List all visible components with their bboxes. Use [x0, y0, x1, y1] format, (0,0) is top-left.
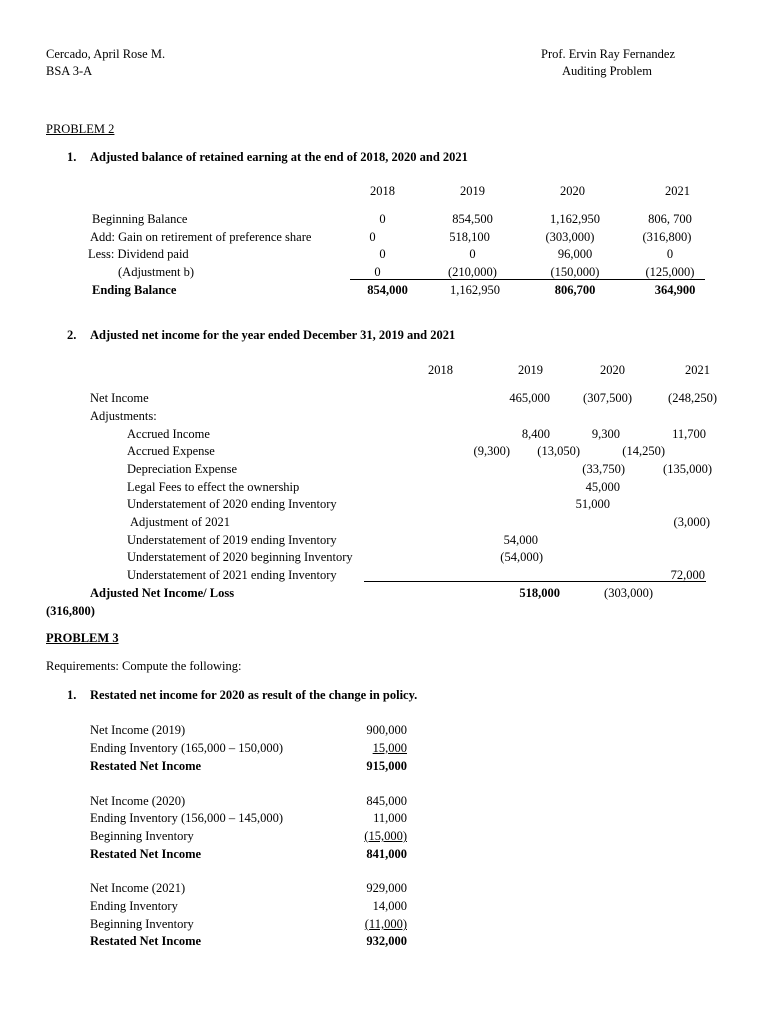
- p2-q1-number: 1.: [67, 150, 77, 164]
- total-rule: [350, 279, 705, 280]
- p2q2-cell: 54,000: [503, 533, 538, 547]
- p2q2-row-label: Depreciation Expense: [127, 462, 238, 476]
- p2q1-year-2020: 2020: [560, 184, 585, 198]
- p2q2-cell: (316,800): [46, 604, 95, 618]
- p2q1-row-label: Add: Gain on retirement of preference share: [90, 230, 312, 244]
- p2q1-cell: 854,500: [452, 212, 493, 226]
- p2q2-cell: (3,000): [673, 515, 710, 529]
- p2q1-cell: 0: [379, 212, 386, 226]
- p3-row-label: Beginning Inventory: [90, 917, 194, 931]
- p3-cell: (15,000): [364, 829, 407, 843]
- p2q2-cell: 465,000: [509, 391, 550, 405]
- p2q1-row-label: (Adjustment b): [118, 265, 195, 279]
- section: BSA 3-A: [46, 64, 93, 78]
- p2-q2-text: Adjusted net income for the year ended December 31, 2019 and 2021: [90, 328, 456, 342]
- p3-q1-number: 1.: [67, 688, 77, 702]
- p2q1-cell: (210,000): [448, 265, 497, 279]
- p2q2-cell: (135,000): [663, 462, 712, 476]
- p2q1-cell: 96,000: [557, 247, 593, 261]
- p2q1-cell: 854,000: [367, 283, 408, 297]
- p2q2-cell: 9,300: [591, 427, 620, 441]
- p2q1-cell: 1,162,950: [550, 212, 600, 226]
- p2q2-cell: 45,000: [585, 480, 620, 494]
- p3-row-label: Beginning Inventory: [90, 829, 194, 843]
- p2q1-cell: 0: [469, 247, 476, 261]
- p2q2-row-label: Understatement of 2020 ending Inventory: [127, 497, 337, 511]
- p3-cell: 15,000: [372, 741, 407, 755]
- p3-row-label: Ending Inventory (165,000 – 150,000): [90, 741, 284, 755]
- p2q2-cell: (54,000): [500, 550, 543, 564]
- problem2-title: PROBLEM 2: [46, 122, 115, 136]
- p3-cell: 841,000: [366, 847, 407, 861]
- professor-name: Prof. Ervin Ray Fernandez: [541, 47, 675, 61]
- p2q2-adjusted-label: Adjusted Net Income/ Loss: [90, 586, 235, 600]
- p2q2-cell: (13,050): [537, 444, 580, 458]
- p2q1-cell: 0: [379, 247, 386, 261]
- problem3-title: PROBLEM 3: [46, 631, 119, 645]
- p3-row-label: Restated Net Income: [90, 759, 202, 773]
- p3-cell: 915,000: [366, 759, 407, 773]
- p3-q1-text: Restated net income for 2020 as result of the change in policy.: [90, 688, 418, 702]
- p3-cell: 932,000: [366, 934, 407, 948]
- total-rule: [364, 581, 706, 582]
- p2q1-row-label: Less: Dividend paid: [88, 247, 189, 261]
- p3-row-label: Net Income (2020): [90, 794, 186, 808]
- p2q2-cell: 8,400: [521, 427, 550, 441]
- p2q1-cell: 806,700: [554, 283, 596, 297]
- p2q2-row-label: Legal Fees to effect the ownership: [127, 480, 300, 494]
- p2q2-row-label: Adjustment of 2021: [130, 515, 230, 529]
- p3-row-label: Ending Inventory (156,000 – 145,000): [90, 811, 284, 825]
- p2q1-cell: (125,000): [645, 265, 695, 279]
- p3-row-label: Restated Net Income: [90, 934, 202, 948]
- p2q1-cell: 0: [666, 247, 674, 261]
- p2q2-year-2018: 2018: [428, 363, 453, 377]
- p3-row-label: Net Income (2021): [90, 881, 186, 895]
- p2q2-cell: (14,250): [622, 444, 665, 458]
- p3-cell: 11,000: [373, 811, 407, 825]
- p2q2-cell: 11,700: [672, 427, 706, 441]
- p2q2-row-label: Accrued Expense: [127, 444, 215, 458]
- p2q2-cell: (248,250): [668, 391, 717, 405]
- p2q2-year-2019: 2019: [518, 363, 543, 377]
- p3-requirements: Requirements: Compute the following:: [46, 659, 242, 673]
- p2q2-net-income-label: Net Income: [90, 391, 149, 405]
- p3-cell: 14,000: [372, 899, 407, 913]
- p2q1-row-label: Beginning Balance: [92, 212, 188, 226]
- p2q1-cell: 1,162,950: [450, 283, 500, 297]
- p2q2-cell: 518,000: [519, 586, 560, 600]
- p2q2-row-label: Accrued Income: [127, 427, 210, 441]
- p2q2-cell: (303,000): [604, 586, 653, 600]
- p2q1-cell: 806, 700: [648, 212, 692, 226]
- subject: Auditing Problem: [562, 64, 652, 78]
- p2q1-year-2021: 2021: [665, 184, 690, 198]
- p3-cell: (11,000): [364, 917, 407, 931]
- p2-q1-text: Adjusted balance of retained earning at the end of 2018, 2020 and 2021: [90, 150, 468, 164]
- p2q2-year-2021: 2021: [685, 363, 710, 377]
- p3-row-label: Restated Net Income: [90, 847, 202, 861]
- p2q1-row-label: Ending Balance: [92, 283, 177, 297]
- p2q1-cell: 364,900: [654, 283, 696, 297]
- student-name: Cercado, April Rose M.: [46, 47, 166, 61]
- p2q1-year-2018: 2018: [370, 184, 395, 198]
- p2q2-cell: (33,750): [582, 462, 625, 476]
- p2q2-row-label: Understatement of 2021 ending Inventory: [127, 568, 337, 582]
- p2q1-cell: (316,800): [642, 230, 692, 244]
- p2q2-cell: (9,300): [473, 444, 510, 458]
- p3-row-label: Ending Inventory: [90, 899, 178, 913]
- p3-row-label: Net Income (2019): [90, 723, 186, 737]
- p2q2-row-label: Understatement of 2019 ending Inventory: [127, 533, 337, 547]
- p2q1-cell: 0: [369, 230, 376, 244]
- p2q2-adjustments-label: Adjustments:: [90, 409, 157, 423]
- p2q1-cell: 518,100: [449, 230, 490, 244]
- p2q1-cell: 0: [374, 265, 381, 279]
- p2q1-cell: (303,000): [545, 230, 595, 244]
- p3-cell: 900,000: [366, 723, 407, 737]
- p2q2-year-2020: 2020: [600, 363, 625, 377]
- p2q2-cell: (307,500): [583, 391, 632, 405]
- p2-q2-number: 2.: [67, 328, 77, 342]
- p2q2-cell: 51,000: [575, 497, 610, 511]
- p2q2-row-label: Understatement of 2020 beginning Inventory: [127, 550, 353, 564]
- p2q2-cell: 72,000: [670, 568, 705, 582]
- p3-cell: 929,000: [366, 881, 407, 895]
- p2q1-cell: (150,000): [550, 265, 600, 279]
- p3-cell: 845,000: [366, 794, 407, 808]
- p2q1-year-2019: 2019: [460, 184, 485, 198]
